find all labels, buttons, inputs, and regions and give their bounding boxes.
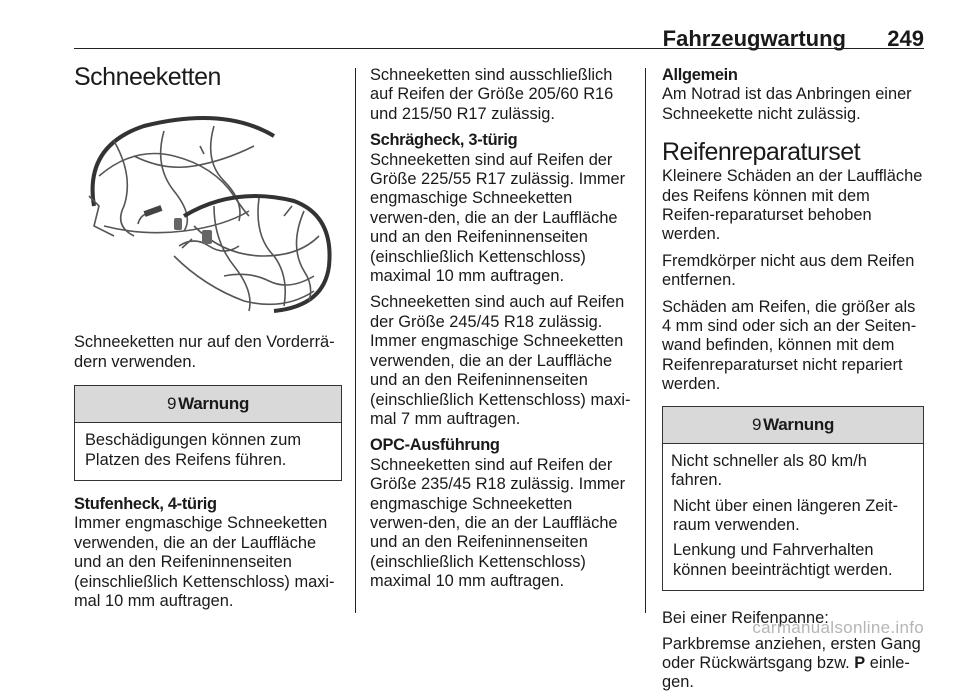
header-rule [74, 48, 924, 49]
repair-paragraph-1: Kleinere Schäden an der Lauffläche des Reifens können mit dem Reifen-reparaturset behoben werden. [662, 167, 923, 244]
watermark: carmanualsonline.info [752, 618, 924, 637]
allgemein-text: Am Notrad ist das Anbringen einer Schneekette nicht zulässig. [662, 85, 912, 123]
warning-icon: 9 [751, 414, 762, 434]
snow-chain-illustration [74, 106, 340, 316]
intro-text: Schneeketten sind ausschließlich auf Reifen der Größe 205/60 R16 und 215/50 R17 zulässig. [370, 66, 614, 123]
panne-text-pre: Parkbremse anziehen, ersten Gang oder Rückwärtsgang bzw. [662, 634, 921, 672]
warning-title: Warnung [178, 394, 250, 414]
page-header [74, 26, 924, 51]
repair-paragraph-2: Fremdkörper nicht aus dem Reifen entfernen. [662, 251, 915, 290]
repair-paragraph-3: Schäden am Reifen, die größer als 4 mm sind oder sich an der Seiten-wand befinden, können mit dem Reifenreparaturset nicht repariert werden. [662, 297, 917, 394]
right-column [662, 66, 924, 700]
warning-header [663, 407, 923, 444]
panne-intro: Bei einer Reifenpanne: [662, 609, 829, 628]
column-divider-1 [355, 68, 356, 613]
heading-reifenreparaturset: Reifenreparaturset [662, 138, 861, 167]
warning-icon: 9 [166, 394, 177, 414]
warning-box-left [74, 385, 342, 481]
subheading-schraegheck: Schrägheck, 3-türig [370, 131, 518, 150]
warning-title: Warnung [763, 414, 835, 434]
left-column [74, 62, 342, 618]
panne-text-post: einle-gen. [662, 653, 910, 692]
heading-schneeketten: Schneeketten [74, 63, 221, 91]
page-number: 249 [887, 26, 924, 51]
warning-item: Nicht über einen längeren Zeit-raum verwenden. [673, 496, 899, 534]
opc-text: Schneeketten sind auf Reifen der Größe 235/45 R18 zulässig. Immer engmaschige Schneeketten verwen-den, die an der Lauffläche und an den Reifeninnenseiten (einschließlich Kettenschloss) maximal 10 mm auftragen. [370, 455, 626, 591]
warning-item: Nicht schneller als 80 km/h fahren. [671, 451, 867, 490]
schraegheck-text-2: Schneeketten sind auch auf Reifen der Größe 245/45 R18 zulässig. Immer engmaschige Schneeketten verwenden, die an der Lauffläche und an den Reifeninnenseiten (einschließlich Kettenschloss) maxi-mal 7 mm auftragen. [370, 293, 631, 428]
section-title: Fahrzeugwartung [662, 26, 846, 51]
schraegheck-text: Schneeketten sind auf Reifen der Größe 225/55 R17 zulässig. Immer engmaschige Schneeketten verwen-den, die an der Lauffläche und an den Reifeninnenseiten (einschließlich Kettenschloss) maximal 10 mm auftragen. [370, 150, 626, 286]
warning-item: Lenkung und Fahrverhalten können beeinträchtigt werden. [673, 541, 893, 579]
middle-column [370, 66, 634, 599]
warning-header [75, 386, 341, 423]
subheading-allgemein: Allgemein [662, 66, 738, 84]
gear-p-label: P [854, 653, 866, 672]
subheading-stufenheck: Stufenheck, 4-türig [74, 495, 217, 514]
front-wheels-note: Schneeketten nur auf den Vorderrä-dern verwenden. [74, 333, 335, 371]
warning-box-right [662, 406, 924, 591]
stufenheck-text: Immer engmaschige Schneeketten verwenden, die an der Lauffläche und an den Reifeninnenseiten (einschließlich Kettenschloss) maxi-mal 10 mm auftragen. [74, 514, 335, 611]
subheading-opc: OPC-Ausführung [370, 436, 500, 455]
warning-text: Beschädigungen können zum Platzen des Reifens führen. [85, 431, 301, 469]
panne-text [662, 635, 924, 693]
column-divider-2 [645, 68, 646, 613]
